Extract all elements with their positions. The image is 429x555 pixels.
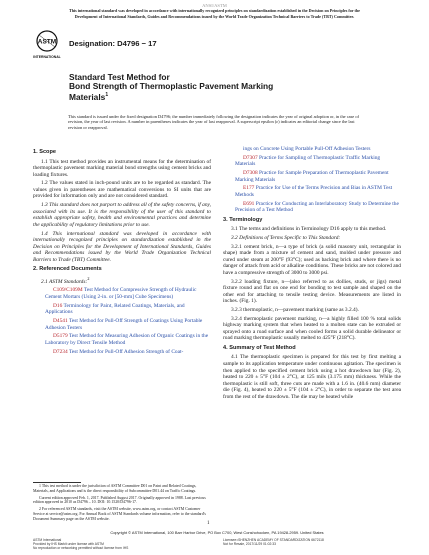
top-notice-line2: Development of International Standards, Guides and Recommendations issued by the World Trade Organization Technical Barriers to Trade (TBT) Committee. (74, 13, 355, 19)
license-line: Licensee=SHENZHEN ACADEMY OF STANDARDIZATION 6672118 (223, 538, 324, 542)
para-3-2-2: 3.2.2 loading fixture, n—(also referred to as dollies, studs, or jigs) metal fixture round and flat on one end for bonding to test sample and shaped on the other end for attaching to tensile testing device. Measurements are listed in inches. (Fig. 1). (223, 278, 401, 305)
para-3-1: 3.1 The terms and definitions in Terminology D16 apply to this method. (231, 226, 387, 233)
para-1-2: 1.2 The values stated in inch-pound units are to be regarded as standard. The values given in parentheses are mathematical conversions to SI units that are provided for information only and are not considered standard. (33, 180, 211, 200)
designation: Designation: D4796 − 17 (69, 39, 157, 48)
right-column (223, 146, 401, 402)
footnote-2: 2 For referenced ASTM standards, visit the ASTM website, www.astm.org, or contact ASTM Customer Service at service@astm.org. For Annual Book of ASTM Standards volume information, refer to the standard's Document Summary page on the ASTM website. (33, 507, 206, 521)
reference-list-continued (223, 146, 401, 214)
license-right (223, 538, 324, 546)
left-column (33, 146, 211, 357)
reference-item[interactable]: E691 Practice for Conducting an Interlaboratory Study to Determine the Precision of a Test Method (235, 200, 399, 214)
license-left (33, 538, 128, 550)
summary-heading: 4. Summary of Test Method (223, 344, 296, 351)
reference-item[interactable]: E177 Practice for Use of the Terms Precision and Bias in ASTM Test Methods (235, 185, 393, 198)
title-footnote-mark: 1 (105, 92, 109, 99)
copyright: Copyright © ASTM International, 100 Barr Harbor Drive, PO Box C700, West Conshohocken, PA 19428-2959. United States (110, 530, 324, 535)
reference-item[interactable]: ings on Concrete Using Portable Pull-Off Adhesion Testers (243, 146, 371, 152)
para-3-2-4: 3.2.4 thermoplastic pavement marking, n—a highly filled 100 % total solids highway marking system that when heated to a molten state can be extruded or sprayed onto a road surface and when cooled forms a solid durable delineator or road marking thermoplastic usually melted to 425°F (218°C). (223, 315, 401, 342)
reference-list (33, 287, 211, 355)
para-3-2-1: 3.2.1 cement brick, n—a type of brick (a solid masonry unit, rectangular in shape) made from a mixture of cement and sand, molded under pressure and cured under steam at 200°F (93°C); used as backing brick and where there is no danger of attack from acid or alkaline conditions. These bricks are not colored and have a compressive strength of 3000 to 3000 psi. (223, 243, 401, 276)
title-line2: Bond Strength of Thermoplastic Pavement Marking (69, 81, 274, 92)
astm-logo-icon (33, 30, 61, 62)
reference-item[interactable]: D7234 Test Method for Pull-Off Adhesion Strength of Coat- (53, 348, 184, 355)
astm-standards-label: 2.1 ASTM Standards:$^2$ (41, 275, 90, 285)
top-notice-ghost: ANSI/ASTM (202, 3, 227, 8)
para-1-3: 1.3 This standard does not purport to address all of the safety concerns, if any, associated with its use. It is the responsibility of the user of this standard to establish appropriate safety, health and environmental practices and determine the applicability of regulatory limitations prior to use. (33, 202, 211, 228)
para-3-2: 3.2 Definitions of Terms Specific to This Standard: (231, 234, 341, 241)
license-line: Not for Resale, 2017/11/29 01:02:33 (223, 542, 276, 546)
reference-item[interactable]: D16 Terminology for Paint, Related Coatings, Materials, and Applications (45, 302, 185, 316)
astm-logo (33, 30, 61, 62)
title-line3: Materials (69, 92, 106, 103)
document-title (69, 73, 369, 102)
footnote-divider (33, 482, 81, 483)
refs-heading: 2. Referenced Documents (33, 266, 102, 273)
title-line1: Standard Test Method for (69, 72, 170, 82)
standard-note: This standard is issued under the fixed designation D4796; the number immediately following the designation indicates the year of original adoption or, in the case of revision, the year of last revision. A number in parentheses indicates the year of last reapproval. A superscript epsilon (ε) indicates an editorial change since the last revision or reapproval. (68, 114, 359, 130)
footnote-1b: Current edition approved Feb. 1, 2017. Published August 2017. Originally approved in 1988. Last previous edition approved in 2010 as D4796 – 10. DOI: 10.1520/D4796-17. (33, 495, 206, 505)
reference-item[interactable]: D7308 Practice for Sample Preparation of Thermoplastic Pavement Marking Materials (235, 170, 389, 183)
scope-heading: 1. Scope (33, 149, 57, 155)
reference-item[interactable]: C109/C109M Test Method for Compressive Strength of Hydraulic Cement Mortars (Using 2-in. or [50-mm] Cube Specimens) (45, 287, 197, 300)
para-4-1: 4.1 The thermoplastic specimen is prepared for this test by first melting a sample to its application temperature under continuous agitation. The specimen is then applied to the specified cement brick using a hot drawdown bar (Fig. 2), heated to 220 ± 5°F (104 ± 2°C), at 125 mils (3.175 mm) thickness. While the thermoplastic is still soft, three cuts are made with a 1.6 in. (40.6 mm) diameter die (Fig. 4), heated to 220 ± 5°F (104 ± 2°C), in order to separate the test area from the rest of the drawdown. The die may be heated while (223, 354, 401, 400)
reference-item[interactable]: D4541 Test Method for Pull-Off Strength of Coatings Using Portable Adhesion Testers (45, 317, 203, 331)
svg-text:ASTM: ASTM (37, 38, 57, 46)
terminology-heading: 3. Terminology (223, 216, 263, 223)
page-number: 1 (207, 521, 210, 526)
reference-item[interactable]: D7307 Practice for Sampling of Thermoplastic Traffic Marking Materials (235, 154, 381, 168)
license-line: Provided by IHS Markit under license with ASTM (33, 542, 104, 546)
para-3-2-3: 3.2.3 thermoplastic, n—pavement marking (same as 3.2.4). (231, 306, 359, 313)
license-line: No reproduction or networking permitted without license from IHS (33, 546, 129, 550)
top-notice-line1: This international standard was developed in accordance with internationally recognized principles on standardization established in the Decision on Principles for the (69, 8, 360, 14)
reference-item[interactable]: D5179 Test Method for Measuring Adhesion of Organic Coatings in the Laboratory by Direct Tensile Method (45, 333, 209, 346)
para-1-4: 1.4 This international standard was developed in accordance with internationally recognized principles on standardization established in the Decision on Principles for the Development of International Standards, Guides and Recommendations issued by the World Trade Organization Technical Barriers to Trade (TBT) Committee. (33, 230, 211, 263)
footnote-1: 1 This test method is under the jurisdiction of ASTM Committee D01 on Paint and Related Coatings, Materials, and Applications and is the direct responsibility of Subcommittee D01.44 on Traffic Coatings. (33, 484, 197, 493)
logo-label: INTERNATIONAL (33, 55, 61, 59)
top-notice (28, 3, 401, 19)
footnotes (33, 484, 211, 524)
license-line: ASTM International (33, 538, 62, 542)
para-1-1: 1.1 This test method provides an instrumental means for the determination of thermoplastic pavement marking material bond strengths using cement bricks and loading fixtures. (33, 158, 211, 178)
